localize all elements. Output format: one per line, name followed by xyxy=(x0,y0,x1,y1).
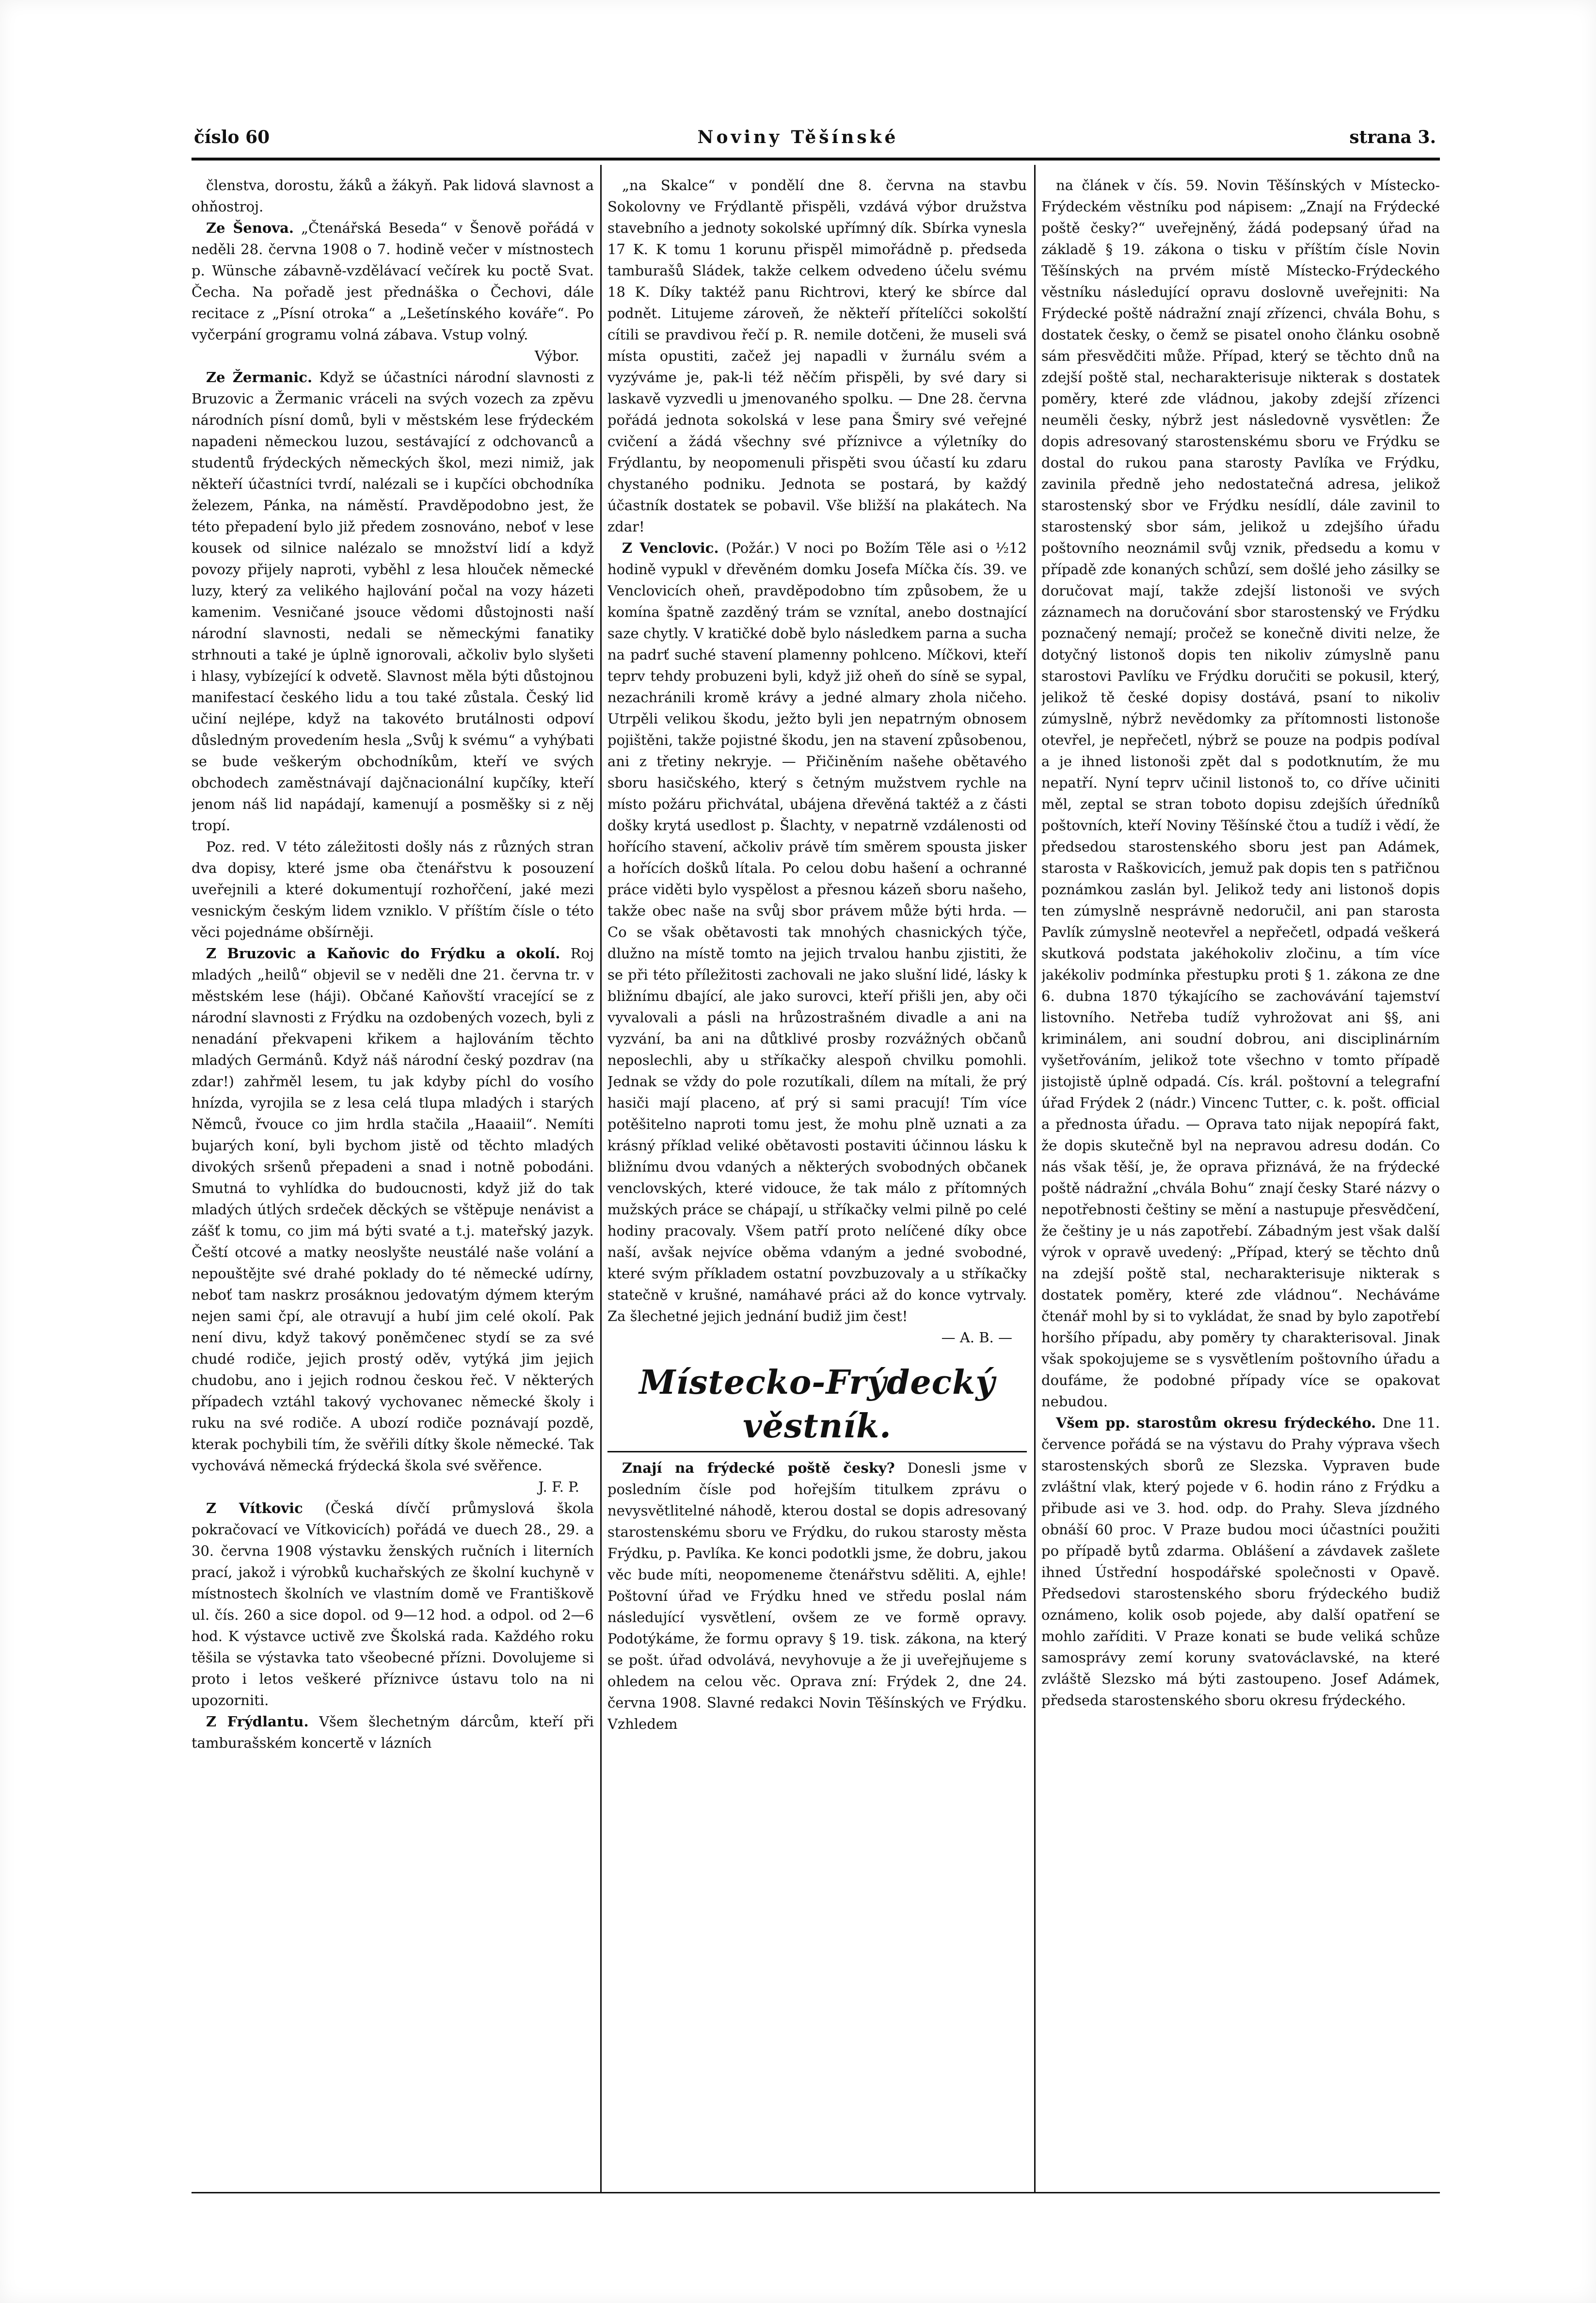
article-text: Donesli jsme v posledním čísle pod hořejším titulkem zprávu o nevysvětlitelné náhodě, kterou dostal se dopis adresovaný starostenskému sboru ve Frýdku, do rukou starosty města Frýdku, p. Pavlíka. Ke konci podotkli jsme, že dobru, jakou věc bude míti, neopomeneme čtenářstvu sděliti. A, ejhle! Poštovní úřad ve Frýdku hned ve středu poslal nám následující vysvětlení, ovšem ze ve formě opravy. Podotýkáme, že formu opravy § 19. tisk. zákona, na který se pošt. úřad odvolává, nevyhovuje a že ji uveřejňujeme s ohledem na celou věc. Oprava zní: Frýdek 2, dne 24. června 1908. Slavné redakci Novin Těšínských ve Frýdku. Vzhledem xyxy=(607,1460,1027,1732)
article-text: na článek v čís. 59. Novin Těšínských v Místecko-Frýdeckém věstníku pod nápisem: „Znají na Frýdecké poště česky?“ uveřejněný, žádá podepsaný úřad na základě § 19. zákona o tisku v příštím čísle Novin Těšínských na prvém místě Místecko-Frýdeckého věstníku následující opravu doslovně uveřejniti: Na Frýdecké poště nádražní znají zřízenci, chvála Bohu, s dostatek česky, o čemž se pisatel onoho článku osobně sám přesvědčiti může. Případ, který se těchto dnů na zdejší poště stal, necharakterisuje nikterak s dostatek poměry, které zde vládnou, jakoby zdejší zřízenci neuměli česky, nýbrž jest následovně vysvětlen: Že dopis adresovaný starostenskému sboru ve Frýdku se dostal do rukou pana starosty Pavlíka ve Frýdku, zavinila předně jeho nedostatečná adresa, jelikož starostenský sbor ve Frýdku nesídlí, dále zavinil to starostenský sbor sám, jelikož u zdejšího úřadu poštovního neoznámil svůj vznik, předsedu a komu v případě zde konaných schůzí, sem došlé jeho zásilky se doručovat mají, takže zdejší listonoši ve svých záznamech na doručování sbor starostenský ve Frýdku poznačený nemají; pročež se konečně diviti nelze, že dotyčný listonoš dopis ten nikoliv zúmyslně panu starostovi Pavlíku ve Frýdku doručiti se pokusil, který, jelikož tě české dopisy dostává, psaní to nikoliv zúmyslně, nýbrž nevědomky za přítomnosti listonoše otevřel, je nepřečetl, nýbrž se pouze na podpis podíval a je ihned listonoši zpět dal s podotknutím, že mu nepatří. Nyní teprv učinil listonoš to, co dříve učiniti měl, zeptal se stran toboto dopisu zdejších úředníků poštovních, kteří Noviny Těšínské čtou a tudíž i vědí, že předsedou starostenského sboru jest pan Adámek, starosta v Raškovicích, jemuž pak dopis ten s patřičnou poznámkou zaslán byl. Jelikož tedy ani listonoš dopis ten zúmyslně nesprávně nedoručil, ani pan starosta Pavlík zúmyslně neotevřel a nepřečetl, odpadá veškerá skutková podstata jakéhokoliv zločinu, a tím více jakékoliv podmínka přestupku proti § 1. zákona ze dne 6. dubna 1870 týkajícího se zachovávání tajemství listovního. Netřeba tudíž vyhrožovat ani §§, ani kriminálem, ani soudní dobrou, ani disciplinárním vyšetřováním, jelikož tote všechno v tomto případě jistojistě úplně odpadá. Cís. král. poštovní a telegrafní úřad Frýdek 2 (nádr.) Vincenc Tutter, c. k. pošt. official a přednosta úřadu. — Oprava tato nijak nepopírá fakt, že dopis skutečně byl na nepravou adresu dodán. Co nás však těší, je, že oprava přiznává, že na frýdecké poště nádražní „chvála Bohu“ znají česky Staré názvy o nepotřebnosti češtiny se mění a nastupuje přesvědčení, že češtiny je u nás zapotřebí. Zábadným jest však další výrok v opravě uvedený: „Případ, který se těchto dnů na zdejší poště stal, necharakterisuje nikterak s dostatek poměry, které zde vládnou“. Necháváme čtenář mohl by si to vykládat, že snad by bylo zapotřebí horšího případu, aby poměry ty charakterisoval. Jinak však spokojujeme se s vysvětlením poštovního úřadu a doufáme, že podobné případy více se opakovat nebudou. xyxy=(1041,177,1440,1410)
article-text: členstva, dorostu, žáků a žákyň. Pak lidová slavnost a ohňostroj. xyxy=(192,177,594,215)
column-1 xyxy=(192,175,594,2187)
column-2 xyxy=(607,175,1027,2187)
article-heading: Ze Žermanic. xyxy=(206,369,313,386)
issue-number: číslo 60 xyxy=(194,127,270,147)
article-paragraph xyxy=(192,943,594,1476)
page-number: strana 3. xyxy=(1349,127,1436,147)
article-signature: Výbor. xyxy=(534,348,579,364)
header-rule xyxy=(192,158,1440,161)
footer-rule xyxy=(192,2192,1440,2193)
article-text: (Požár.) V noci po Božím Těle asi o ½12 hodině vypukl v dřevěném domku Josefa Míčka čís. 39. ve Venclovicích oheň, pravděpodobno tím způsobem, že u komína špatně zazděný trám se vznítal, anebo dostnající saze chytly. V kratičké době bylo následkem parna a sucha na padrť suché stavení plamenny pohlceno. Míčkovi, kteří teprv tehdy probuzeni byli, když již oheň do síně se sypal, nezachránili kromě krávy a jedné almary zhola ničeho. Utrpěli velikou škodu, ježto byli jen nepatrným obnosem pojištěni, takže pojistné škodu, jen na stavení způsobenou, ani z třetiny nekryje. — Přičiněním našehe obětavého sboru hasičského, který s četným mužstvem rychle na místo požáru přichvátal, ubájena dřevěná taktéž a z části došky krytá usedlost p. Šlachty, v nepatrně vzdálenosti od hořícího stavení, ačkoliv právě tím směrem spousta jisker a hořících došků lítala. Po celou dobu hašení a ochranné práce viděti bylo vyspělost a přesnou kázeň sboru našeho, takže obec naše na svůj sbor právem může býti hrda. — Co se však obětavosti tak mnohých chasnických týče, dlužno na místě tomto na jejich trvalou hanbu zjistiti, že se při této příležitosti zachovali ne jako slušní lidé, lásky k bližnímu dbající, ale jako surovci, kteří přišli jen, aby oči vyvalovali a pásli na hrůzostrašném divadle a ani na vyzvání, ba ani na důtklivé prosby rozvážných občanů neposlechli, aby u stříkačky alespoň chvilku pomohli. Jednak se vždy do pole rozutíkali, dílem na mítali, že prý hasiči mají placeno, ať prý si sami pracují! Tím více potěšitelno naproti tomu jest, že mohu plně uznati a za krásný příklad veliké obětavosti postaviti účinnou lásku k bližnímu dvou vdaných a některých svobodných občanek venclovských, které vidouce, že tak málo z přítomných mužských práce se chápají, u stříkačky velmi pilně po celé hodiny pracovaly. Všem patří proto nelíčené díky obce naší, avšak nejvíce oběma vdaným a jedné svobodné, které svým příkladem ostatní povzbuzovaly a u stříkačky statečně v krušné, namáhavé práci až do konce vytrvaly. Za šlechetné jejich jednání budiž jim čest! xyxy=(607,540,1027,1324)
article-heading: Z Frýdlantu. xyxy=(206,1713,309,1730)
article-heading: Ze Šenova. xyxy=(206,220,294,236)
article-paragraph xyxy=(192,367,594,836)
article-heading: Znají na frýdecké poště česky? xyxy=(622,1460,895,1476)
article-text: Poz. red. V této záležitosti došly nás z různých stran dva dopisy, které jsme oba čtenářstvu k posouzení uveřejnili a které dokumentují rozhořčení, jaké mezi vesnickým českým lidem vzniklo. V příštím čísle o této věci pojednáme obšírněji. xyxy=(192,838,594,940)
article-paragraph xyxy=(192,217,594,345)
article-paragraph xyxy=(1041,1412,1440,1711)
article-heading: Z Vítkovic xyxy=(206,1500,303,1516)
article-paragraph xyxy=(192,836,594,943)
article-paragraph xyxy=(192,1498,594,1711)
column-divider xyxy=(600,165,602,2192)
article-paragraph xyxy=(607,1457,1027,1735)
newspaper-title: Noviny Těšínské xyxy=(697,127,899,147)
article-paragraph xyxy=(1041,175,1440,1412)
article-signature: J. F. P. xyxy=(538,1479,579,1495)
section-masthead: Místecko-Frýdecký věstník. xyxy=(607,1361,1027,1452)
article-paragraph xyxy=(192,1711,594,1754)
article-heading: Z Bruzovic a Kaňovic do Frýdku a okolí. xyxy=(206,945,560,962)
article-heading: Všem pp. starostům okresu frýdeckého. xyxy=(1056,1415,1376,1431)
article-text: „na Skalce“ v pondělí dne 8. června na stavbu Sokolovny ve Frýdlantě přispěli, vzdává výbor družstva stavebního a jednoty sokolské upřímný dík. Sbírka vynesla 17 K. K tomu 1 korunu přispěl mimořádně p. předseda tamburašů Sládek, takže celkem odvedeno účelu svému 18 K. Díky taktéž panu Richtrovi, který ke sbírce dal podnět. Litujeme zároveň, že někteří přítelíčci sokolští cítili se pravdivou řečí p. R. nemile dotčeni, že museli svá místa opustiti, začež jej napadli v žurnálu svém a vyzýváme je, pak-li též něčím přispěli, by své dary si laskavě vyzvedli u jmenovaného spolku. — Dne 28. června pořádá jednota sokolská v lese pana Šmiry své veřejné cvičení a žádá všechny své příznivce a výletníky do Frýdlantu, by neopomenuli přispěti svou účastí ku zdaru chystaného podniku. Jednota se postará, by každý účastník dostatek se pobavil. Vše bližší na plakátech. Na zdar! xyxy=(607,177,1027,535)
article-signature: — A. B. — xyxy=(941,1329,1012,1346)
article-text: Všem šlechetným dárcům, kteří při tamburašském koncertě v lázních xyxy=(192,1713,594,1751)
article-paragraph xyxy=(607,175,1027,537)
column-divider xyxy=(1034,165,1036,2192)
article-text: „Čtenářská Beseda“ v Šenově pořádá v neděli 28. června 1908 o 7. hodině večer v místnostech p. Wünsche zábavně-vzdělávací večírek ku poctě Svat. Čecha. Na pořadě jest přednáška o Čechovi, dále recitace z „Písní otroka“ a „Lešetínského kováře“. Po vyčerpání grogramu volná zábava. Vstup volný. xyxy=(192,220,594,343)
article-text: Dne 11. července pořádá se na výstavu do Prahy výprava všech starostenských sborů ze Slezska. Vypraven bude zvláštní vlak, který pojede v 6. hodin ráno z Frýdku a přibude asi ve 3. hod. odp. do Prahy. Sleva jízdného obnáší 60 proc. V Praze budou moci účastníci použiti po případě bytů zdarma. Oblášení a závdavek zašlete ihned Ústřední hospodářské společnosti v Opavě. Předsedovi starostenského sboru frýdeckého budiž oznámeno, kolik osob pojede, aby další opatření se mohlo zaříditi. V Praze konati se bude veliká schůze samosprávy zemí koruny svatováclavské, na které zvláště Slezsko má býti zastoupeno. Josef Adámek, předseda starostenského sboru okresu frýdeckého. xyxy=(1041,1415,1440,1708)
column-3 xyxy=(1041,175,1440,2187)
article-text: Roj mladých „heilů“ objevil se v neděli dne 21. června tr. v městském lese (háji). Občané Kaňovští vracející se z národní slavnosti z Frýdku na ozdobených vozech, byli z nenadání překvapeni křikem a hajlováním těchto mladých Germánů. Když náš národní český pozdrav (na zdar!) zahřměl lesem, tu jak kdyby píchl do vosího hnízda, vyrojila se z lesa celá tlupa mladých i starých Němců, řvouce co jim hrdla stačila „Haaaiil“. Nemíti bujarých koní, byli bychom jistě od těchto mladých divokých sršenů přepadeni a snad i notně pobodáni. Smutná to vyhlídka do budoucnosti, když již do tak mladých útlých srdeček děckých se vštěpuje nenávist a zášť k tomu, co jim má býti svaté a t.j. mateřský jazyk. Čeští otcové a matky neoslyšte neustálé naše volání a nepouštějte své drahé poklady do té německé udírny, neboť tam naskrz prosáknou jedovatým dýmem kterým nejen sami čpí, ale otravují a hubí jim celé okolí. Pak není divu, když takový poněmčenec stydí se za své chudé rodiče, jejich prostý oděv, vytýká jim jejich chudobu, ano i jejich rodnou českou řeč. V některých případech vztáhl takový vychovanec německé školy i ruku na své rodiče. A ubozí rodiče poznávají pozdě, kterak pochybili tím, že svěřili dítky škole německé. Tak vychovává německá frýdecká škola své svěřence. xyxy=(192,945,594,1474)
article-text: (Česká dívčí průmyslová škola pokračovací ve Vítkovicích) pořádá ve duech 28., 29. a 30. června 1908 výstavku ženských ručních i literních prací, jakož i výrobků kuchařských ze školní kuchyně v místnostech školních ve vlastním domě ve Františkově ul. čís. 260 a sice dopol. od 9—12 hod. a odpol. od 2—6 hod. K výstavce uctivě zve Školská rada. Každého roku těšila se výstavka tato všeobecné přízni. Dovolujeme si proto i letos veškeré příznivce ústavu tolo na ni upozorniti. xyxy=(192,1500,594,1708)
article-paragraph xyxy=(607,537,1027,1327)
article-text: Když se účastníci národní slavnosti z Bruzovic a Žermanic vráceli na svých vozech za zpěvu národních písní domů, byli v městském lese frýdeckém napadeni německou luzou, sestávající z odchovanců a studentů frýdeckých německých škol, mezi nimiž, jak někteří účastníci tvrdí, nalézali se i kupčíci obchodníka železem, Pánka, na náměstí. Pravděpodobno jest, že této přepadení bylo již předem zosnováno, neboť v lese kousek od silnice nalézalo se množství lidí a když povozy přijely naproti, vyběhl z lesa hlouček německé luzy, který za velikého hajlování počal na vozy házeti kamenim. Vesničané jsouce vědomi důstojnosti naší národní slavnosti, nedali se německými fanatiky strhnouti a také je úplně ignorovali, ačkoliv bylo slyšeti i hlasy, vybízející k odvetě. Slavnost měla býti důstojnou manifestací českého lidu a tou také zůstala. Český lid učiní nejlépe, když na takovéto brutálnosti odpoví důsledným provedením hesla „Svůj k svému“ a vyhýbati se bude veškerým obchodníkům, kteří ve svých obchodech zaměstnávají dajčnacionální kupčíky, kteří jenom náš lid napádají, kamenují a posměšky si z něj tropí. xyxy=(192,369,594,834)
article-heading: Z Venclovic. xyxy=(622,540,719,556)
article-paragraph xyxy=(192,175,594,217)
